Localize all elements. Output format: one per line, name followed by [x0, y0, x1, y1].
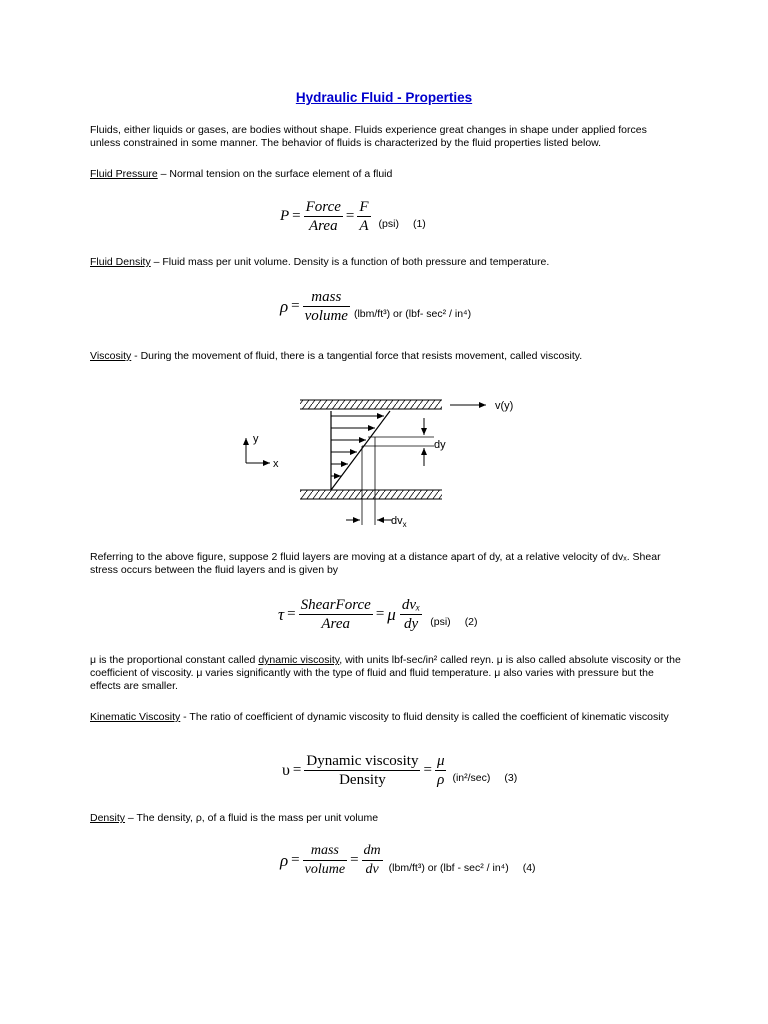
eq2-equals-2: = — [375, 606, 385, 622]
dvx-label: $dv_x$ — [391, 515, 407, 529]
profile-line — [331, 411, 390, 490]
pressure-equation — [280, 198, 426, 235]
intro-paragraph: Fluids, either liquids or gases, are bodies without shape. Fluids experience great changes in shape under applied forces unless constrained in some manner. The behavior of fluids is characterized by the fluid properties listed below. — [90, 124, 647, 149]
pressure-term: Fluid Pressure — [90, 168, 158, 180]
density-desc: – Fluid mass per unit volume. Density is a function of both pressure and temperature. — [150, 256, 550, 268]
eq3-num2: μ — [436, 753, 445, 769]
eq3-number: (3) — [504, 771, 518, 784]
eq1-equals: = — [292, 208, 301, 224]
eq4-lhs: ρ — [280, 850, 289, 870]
kinematic-definition — [90, 711, 680, 724]
eq1-fraction-2 — [357, 198, 370, 235]
eqd-equals: = — [291, 298, 300, 314]
mu-post: , with units lbf-sec/in² called reyn. μ is also called absolute viscosity or the coefficient of viscosity. μ varies significantly with the type of fluid and fluid temperature. μ also varies with pressure but the effects are smaller. — [90, 654, 681, 692]
viscosity-term: Viscosity — [90, 350, 132, 362]
page-title: Hydraulic Fluid - Properties — [295, 90, 473, 105]
kinematic-term: Kinematic Viscosity — [90, 711, 181, 723]
eq1-number: (1) — [412, 217, 426, 230]
eq1-equals-2: = — [345, 208, 355, 224]
eq4-unit: (lbm/ft³) or (lbf - sec² / in⁴) — [388, 861, 509, 874]
eq1-num2: F — [359, 199, 369, 215]
eq3-fraction-2 — [435, 752, 447, 789]
eq4-equals-2: = — [350, 852, 359, 868]
viscosity-figure — [0, 380, 768, 540]
eq4-den1: volume — [304, 862, 346, 877]
eq4-equals: = — [291, 852, 300, 868]
eq2-den2: dy — [403, 616, 419, 632]
shear-paragraph: Referring to the above figure, suppose 2 fluid layers are moving at a distance apart of dy, at a relative velocity of dvₓ. Shear stress occurs between the fluid layers and is given by — [90, 551, 661, 576]
eq2-fraction-2 — [400, 596, 422, 633]
eqd-lhs: ρ — [280, 296, 289, 316]
eq1-fraction-1 — [304, 198, 343, 235]
eq4-den2: dv — [365, 862, 379, 877]
eq2-fraction-1 — [299, 596, 373, 633]
eq2-num2: dvₓ — [401, 597, 421, 613]
pressure-definition — [90, 168, 690, 181]
mu-paragraph — [90, 654, 682, 693]
density-term: Fluid Density — [90, 256, 151, 268]
density-definition — [90, 256, 690, 269]
eqd-den: volume — [304, 308, 348, 324]
eq4-fraction-2 — [362, 842, 383, 879]
eq3-num1: Dynamic viscosity — [306, 753, 419, 769]
dynamic-viscosity-term: dynamic viscosity — [258, 654, 340, 666]
eq2-unit: (psi) — [430, 615, 451, 628]
bottom-plate — [300, 490, 442, 499]
eq1-num1: Force — [305, 199, 341, 215]
kinematic-equation — [282, 752, 517, 789]
eq4-num1: mass — [303, 842, 347, 861]
eq3-lhs: υ — [282, 761, 290, 779]
eq3-equals-2: = — [423, 762, 432, 778]
top-plate — [300, 400, 442, 409]
y-axis-label: y — [253, 433, 259, 445]
density2-desc: – The density, ρ, of a fluid is the mass per unit volume — [125, 812, 379, 824]
mu-pre: μ is the proportional constant called — [90, 654, 259, 666]
eq1-lhs: P — [280, 208, 290, 224]
eq2-num1: ShearForce — [300, 597, 371, 613]
kinematic-desc: - The ratio of coefficient of dynamic viscosity to fluid density is called the coefficient of kinematic viscosity — [180, 711, 669, 723]
viscosity-definition — [90, 350, 710, 363]
density2-term: Density — [90, 812, 126, 824]
eqd-unit: (lbm/ft³) or (lbf- sec² / in⁴) — [353, 307, 472, 320]
vy-label: v(y) — [495, 400, 514, 412]
dy-label: dy — [434, 439, 446, 451]
eq1-den1: Area — [308, 218, 338, 234]
eq3-fraction-1 — [304, 752, 420, 789]
eqd-num: mass — [303, 288, 350, 307]
eq2-mu: μ — [387, 604, 396, 624]
eq4-num2: dm — [362, 842, 383, 861]
density2-definition — [90, 812, 690, 825]
eq2-equals: = — [287, 606, 296, 622]
eq3-den1: Density — [339, 772, 386, 788]
shear-equation — [278, 596, 478, 633]
eq3-unit: (in²/sec) — [452, 771, 491, 784]
x-axis-label: x — [273, 458, 279, 470]
eq3-den2: ρ — [437, 772, 445, 788]
viscosity-desc: - During the movement of fluid, there is a tangential force that resists movement, called viscosity. — [131, 350, 583, 362]
eq4-number: (4) — [522, 861, 536, 874]
density-equation — [280, 288, 471, 325]
eq1-den2: A — [359, 218, 369, 234]
eq2-den1: Area — [321, 616, 350, 632]
density2-equation — [280, 842, 536, 879]
eq2-lhs: τ — [278, 604, 285, 624]
eq2-number: (2) — [464, 615, 478, 628]
eq3-equals: = — [292, 762, 302, 778]
eqd-fraction — [303, 288, 350, 325]
eq4-fraction-1 — [303, 842, 347, 879]
eq1-unit: (psi) — [378, 217, 399, 230]
pressure-desc: – Normal tension on the surface element of a fluid — [157, 168, 393, 180]
